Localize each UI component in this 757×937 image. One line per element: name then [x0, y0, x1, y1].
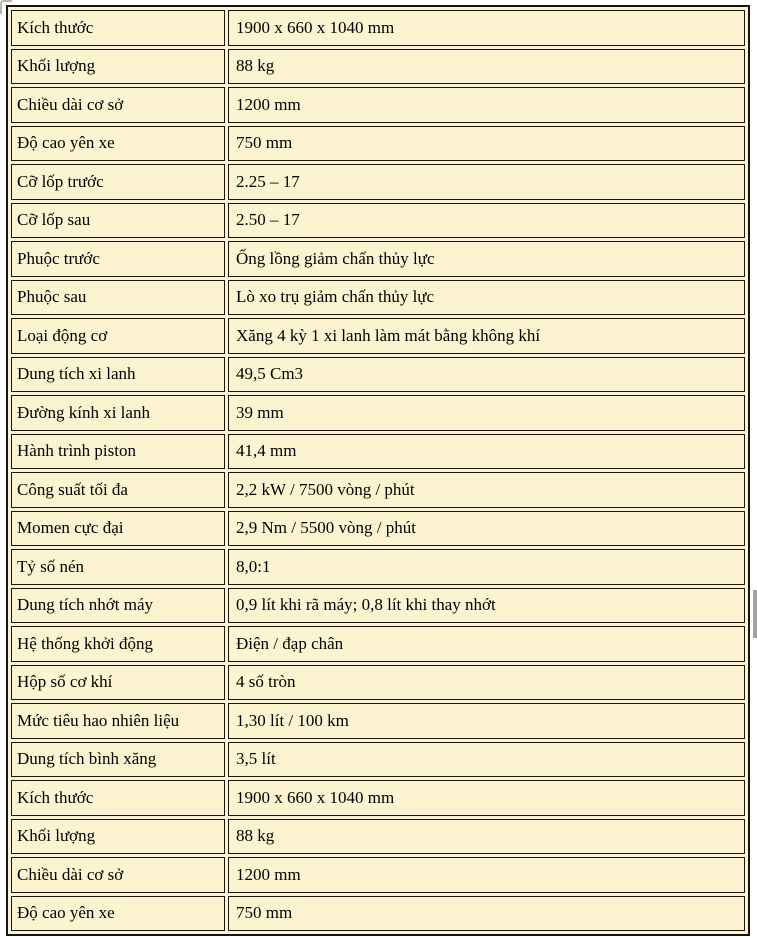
spec-label-cell: Momen cực đại	[11, 511, 225, 547]
spec-label-cell: Chiều dài cơ sở	[11, 87, 225, 123]
spec-value-cell: 88 kg	[228, 49, 745, 85]
table-row	[11, 703, 745, 739]
spec-value-cell: 88 kg	[228, 819, 745, 855]
spec-value-cell: 0,9 lít khi rã máy; 0,8 lít khi thay nhớt	[228, 588, 745, 624]
spec-label-cell: Kích thước	[11, 10, 225, 46]
table-row	[11, 896, 745, 932]
table-row	[11, 241, 745, 277]
spec-value-cell: 2,2 kW / 7500 vòng / phút	[228, 472, 745, 508]
spec-value-cell: 2.50 – 17	[228, 203, 745, 239]
table-row	[11, 665, 745, 701]
motorcycle-spec-table	[6, 5, 750, 936]
spec-label-cell: Đường kính xi lanh	[11, 395, 225, 431]
spec-value-cell: 49,5 Cm3	[228, 357, 745, 393]
spec-label-cell: Chiều dài cơ sở	[11, 857, 225, 893]
spec-label-cell: Khối lượng	[11, 819, 225, 855]
spec-value-cell: 41,4 mm	[228, 434, 745, 470]
spec-value-cell: 1200 mm	[228, 87, 745, 123]
spec-label-cell: Phuộc sau	[11, 280, 225, 316]
spec-label-cell: Hành trình piston	[11, 434, 225, 470]
spec-label-cell: Khối lượng	[11, 49, 225, 85]
spec-value-cell: 750 mm	[228, 126, 745, 162]
table-row	[11, 87, 745, 123]
table-row	[11, 49, 745, 85]
table-row	[11, 126, 745, 162]
spec-label-cell: Cỡ lốp sau	[11, 203, 225, 239]
table-row	[11, 588, 745, 624]
table-row	[11, 549, 745, 585]
table-row	[11, 203, 745, 239]
spec-value-cell: Ống lồng giảm chấn thủy lực	[228, 241, 745, 277]
table-row	[11, 280, 745, 316]
spec-label-cell: Hệ thống khởi động	[11, 626, 225, 662]
scrollbar-thumb[interactable]	[753, 590, 757, 638]
spec-label-cell: Độ cao yên xe	[11, 896, 225, 932]
spec-label-cell: Mức tiêu hao nhiên liệu	[11, 703, 225, 739]
table-row	[11, 742, 745, 778]
spec-label-cell: Dung tích xi lanh	[11, 357, 225, 393]
spec-value-cell: 4 số tròn	[228, 665, 745, 701]
spec-value-cell: Điện / đạp chân	[228, 626, 745, 662]
spec-label-cell: Dung tích nhớt máy	[11, 588, 225, 624]
table-row	[11, 357, 745, 393]
spec-value-cell: 8,0:1	[228, 549, 745, 585]
spec-value-cell: 3,5 lít	[228, 742, 745, 778]
table-row	[11, 819, 745, 855]
table-row	[11, 626, 745, 662]
spec-table-body	[11, 10, 745, 931]
spec-label-cell: Phuộc trước	[11, 241, 225, 277]
spec-label-cell: Dung tích bình xăng	[11, 742, 225, 778]
spec-label-cell: Loại động cơ	[11, 318, 225, 354]
spec-label-cell: Độ cao yên xe	[11, 126, 225, 162]
spec-label-cell: Tỷ số nén	[11, 549, 225, 585]
spec-value-cell: 1900 x 660 x 1040 mm	[228, 780, 745, 816]
spec-value-cell: 1200 mm	[228, 857, 745, 893]
spec-label-cell: Cỡ lốp trước	[11, 164, 225, 200]
table-row	[11, 10, 745, 46]
table-row	[11, 434, 745, 470]
spec-value-cell: Xăng 4 kỳ 1 xi lanh làm mát bằng không khí	[228, 318, 745, 354]
table-row	[11, 511, 745, 547]
spec-value-cell: 39 mm	[228, 395, 745, 431]
spec-label-cell: Kích thước	[11, 780, 225, 816]
table-row	[11, 780, 745, 816]
spec-value-cell: 2,9 Nm / 5500 vòng / phút	[228, 511, 745, 547]
table-row	[11, 395, 745, 431]
table-row	[11, 857, 745, 893]
spec-value-cell: 2.25 – 17	[228, 164, 745, 200]
spec-value-cell: 1900 x 660 x 1040 mm	[228, 10, 745, 46]
table-row	[11, 472, 745, 508]
spec-value-cell: 750 mm	[228, 896, 745, 932]
spec-label-cell: Công suất tối đa	[11, 472, 225, 508]
spec-value-cell: 1,30 lít / 100 km	[228, 703, 745, 739]
table-row	[11, 318, 745, 354]
table-row	[11, 164, 745, 200]
spec-label-cell: Hộp số cơ khí	[11, 665, 225, 701]
spec-value-cell: Lò xo trụ giảm chấn thủy lực	[228, 280, 745, 316]
